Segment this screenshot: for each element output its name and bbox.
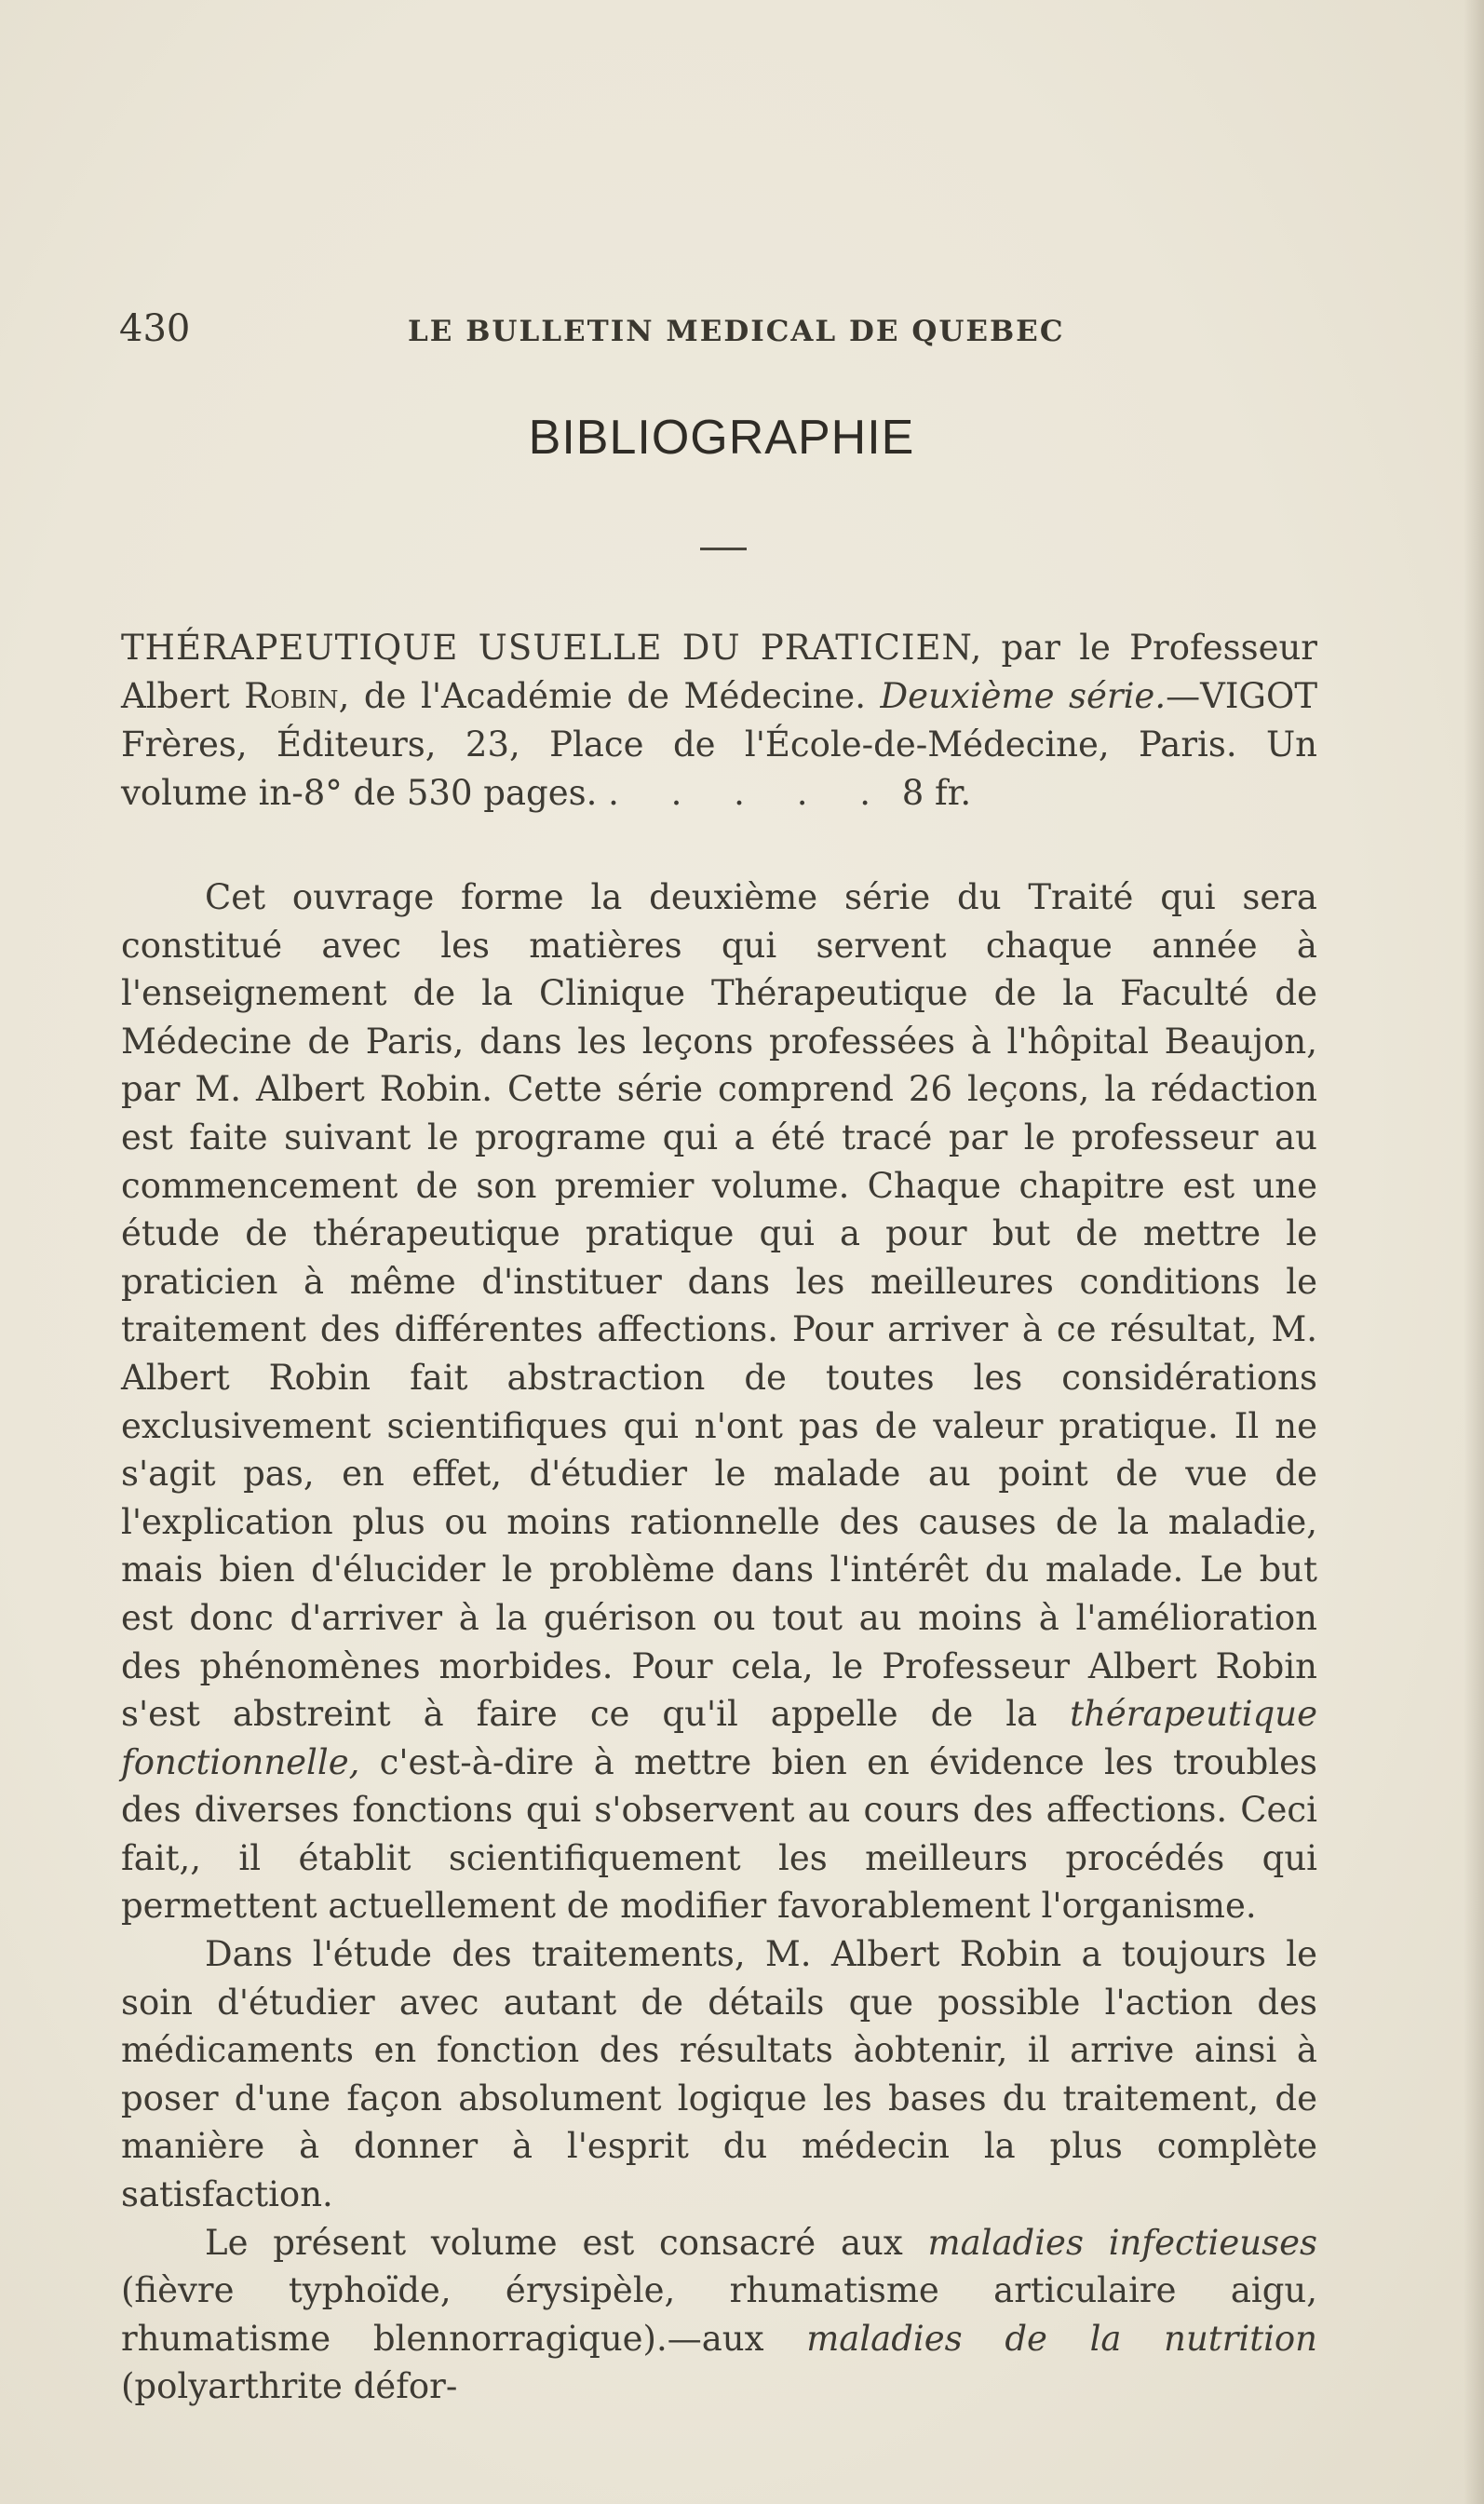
review-body bbox=[121, 873, 1317, 2411]
paragraph-1 bbox=[121, 873, 1317, 1930]
leader-dots: . . . . . bbox=[608, 773, 891, 813]
price: 8 fr. bbox=[901, 773, 972, 813]
page-number: 430 bbox=[119, 307, 191, 350]
paragraph-3-text-c: (polyarthrite défor- bbox=[121, 2366, 458, 2407]
paragraph-3-emphasis-2: maladies de la nutrition bbox=[806, 2318, 1318, 2359]
section-title: BIBLIOGRAPHIE bbox=[528, 411, 915, 465]
publisher-info: —VIGOT Frères, Éditeurs, 23, Place de l'École-de-Médecine, Paris. Un volume in-8° de 530 pages. bbox=[121, 676, 1317, 813]
entry-by: par le Professeur Albert bbox=[121, 628, 1317, 716]
paragraph-1-text-a: Cet ouvrage forme la deuxième série du Traité qui sera constitué avec les matières qui servent chaque année à l'enseignement de la Clinique Thérapeutique de la Faculté de Médecine de Paris, dans les leçons professées à l'hôpital Beaujon, par M. Albert Robin. Cette série comprend 26 leçons, la rédaction est faite suivant le programe qui a été tracé par le professeur au commencement de son premier volume. Chaque chapitre est une étude de thérapeutique pratique qui a pour but de mettre le praticien à même d'instituer dans les meilleures conditions le traitement des différentes affections. Pour arriver à ce résultat, M. Albert Robin fait abstraction de toutes les considérations exclusivement scientifiques qui n'ont pas de valeur pratique. Il ne s'agit pas, en effet, d'étudier le malade au point de vue de l'explication plus ou moins rationnelle des causes de la maladie, mais bien d'élucider le problème dans l'intérêt du malade. Le but est donc d'arriver à la guérison ou tout au moins à l'amélioration des phénomènes morbides. Pour cela, le Professeur Albert Robin s'est abstreint à faire ce qu'il appelle de la bbox=[121, 877, 1317, 1735]
author-surname: Robin bbox=[244, 676, 339, 716]
author-affiliation: , de l'Académie de Médecine. bbox=[338, 676, 866, 716]
paragraph-1-text-b: c'est-à-dire à mettre bien en évidence les troubles des diverses fonctions qui s'observent au cours des affections. Ceci fait,, il établit scientifiquement les meilleurs procédés qui permettent actuellement de modifier favorablement l'organisme. bbox=[121, 1741, 1318, 1927]
running-head bbox=[119, 307, 1314, 363]
paragraph-1-emphasis: thérapeutique fonctionnelle, bbox=[121, 1694, 1317, 1782]
paragraph-3-emphasis-1: maladies infectieuses bbox=[927, 2222, 1317, 2263]
journal-title: LE BULLETIN MEDICAL DE QUEBEC bbox=[408, 315, 1065, 348]
paragraph-3-text-b: (fièvre typhoïde, érysipèle, rhumatisme articulaire aigu, rhumatisme blennorragique).—aux bbox=[121, 2270, 1317, 2359]
bibliography-entry bbox=[121, 624, 1317, 818]
paragraph-2: Dans l'étude des traitements, M. Albert Robin a toujours le soin d'étudier avec autant de détails que possible l'action des médicaments en fonction des résultats àobtenir, il arrive ainsi à poser d'une façon absolument logique les bases du traitement, de manière à donner à l'esprit du médecin la plus complète satisfaction. bbox=[121, 1934, 1317, 2215]
series-label: Deuxième série. bbox=[880, 676, 1167, 716]
page-edge-shadow bbox=[1464, 0, 1484, 2504]
paragraph-3-text-a: Le présent volume est consacré aux bbox=[205, 2222, 903, 2263]
paragraph-3 bbox=[121, 2219, 1317, 2411]
book-title: THÉRAPEUTIQUE USUELLE DU PRATICIEN, bbox=[121, 628, 983, 668]
section-divider bbox=[700, 548, 747, 550]
